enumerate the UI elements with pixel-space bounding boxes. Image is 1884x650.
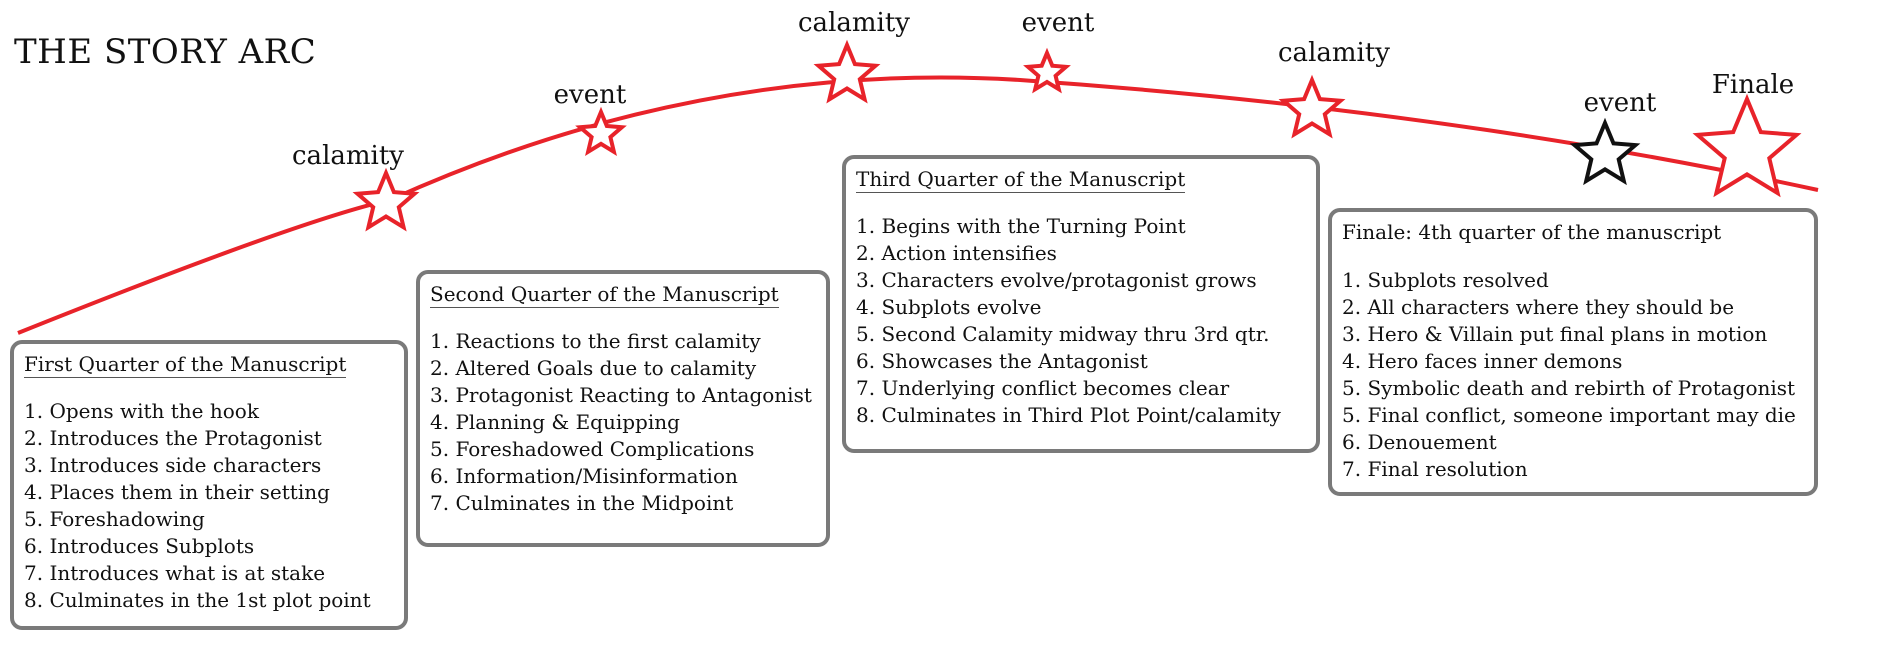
second-quarter-box	[416, 270, 830, 547]
third-quarter-box	[842, 155, 1320, 453]
list-item: 1. Begins with the Turning Point	[856, 214, 1186, 238]
list-item: 6. Introduces Subplots	[24, 534, 255, 558]
star-marker-calamity-icon	[1284, 80, 1341, 134]
third-quarter-title: Third Quarter of the Manuscript	[856, 167, 1186, 191]
list-item: 1. Reactions to the first calamity	[430, 329, 761, 353]
list-item: 6. Denouement	[1342, 430, 1497, 454]
star-marker-event-icon	[1575, 123, 1636, 181]
list-item: 5. Foreshadowing	[24, 507, 205, 531]
marker-label-event-1: event	[553, 80, 627, 110]
list-item: 5. Symbolic death and rebirth of Protagonist	[1342, 376, 1796, 400]
first-quarter-title: First Quarter of the Manuscript	[24, 352, 347, 376]
list-item: 7. Final resolution	[1342, 457, 1528, 481]
list-item: 7. Culminates in the Midpoint	[430, 491, 734, 515]
list-item: 5. Second Calamity midway thru 3rd qtr.	[856, 322, 1270, 346]
second-quarter-list	[430, 328, 816, 517]
list-item: 6. Information/Misinformation	[430, 464, 738, 488]
list-item: 4. Hero faces inner demons	[1342, 349, 1623, 373]
star-marker-finale-icon	[1698, 99, 1797, 193]
finale-box	[1328, 208, 1818, 496]
list-item: 3. Introduces side characters	[24, 453, 322, 477]
list-item: 2. Action intensifies	[856, 241, 1057, 265]
list-item: 8. Culminates in Third Plot Point/calamity	[856, 403, 1281, 427]
second-quarter-title: Second Quarter of the Manuscript	[430, 282, 779, 306]
list-item: 3. Protagonist Reacting to Antagonist	[430, 383, 812, 407]
list-item: 2. Introduces the Protagonist	[24, 426, 322, 450]
marker-label-calamity-1: calamity	[292, 141, 404, 171]
list-item: 1. Opens with the hook	[24, 399, 259, 423]
third-quarter-list	[856, 213, 1306, 429]
finale-list	[1342, 267, 1804, 483]
marker-label-calamity-2: calamity	[798, 8, 910, 38]
list-item: 2. All characters where they should be	[1342, 295, 1735, 319]
list-item: 4. Planning & Equipping	[430, 410, 680, 434]
marker-label-calamity-3: calamity	[1278, 38, 1390, 68]
list-item: 7. Introduces what is at stake	[24, 561, 326, 585]
list-item: 4. Places them in their setting	[24, 480, 330, 504]
list-item: 7. Underlying conflict becomes clear	[856, 376, 1230, 400]
finale-title: Finale: 4th quarter of the manuscript	[1342, 220, 1722, 244]
list-item: 6. Showcases the Antagonist	[856, 349, 1148, 373]
list-item: 3. Characters evolve/protagonist grows	[856, 268, 1257, 292]
list-item: 2. Altered Goals due to calamity	[430, 356, 757, 380]
star-marker-calamity-icon	[819, 45, 876, 99]
marker-label-event-2: event	[1021, 8, 1095, 38]
list-item: 5. Final conflict, someone important may die	[1342, 403, 1796, 427]
diagram-title: THE STORY ARC	[14, 32, 317, 72]
marker-label-finale: Finale	[1711, 70, 1795, 100]
list-item: 4. Subplots evolve	[856, 295, 1042, 319]
list-item: 8. Culminates in the 1st plot point	[24, 588, 371, 612]
star-marker-calamity-icon	[358, 173, 415, 227]
marker-label-event-3: event	[1583, 88, 1657, 118]
first-quarter-list	[24, 398, 394, 614]
first-quarter-box	[10, 340, 408, 630]
list-item: 3. Hero & Villain put final plans in motion	[1342, 322, 1768, 346]
list-item: 1. Subplots resolved	[1342, 268, 1549, 292]
list-item: 5. Foreshadowed Complications	[430, 437, 755, 461]
